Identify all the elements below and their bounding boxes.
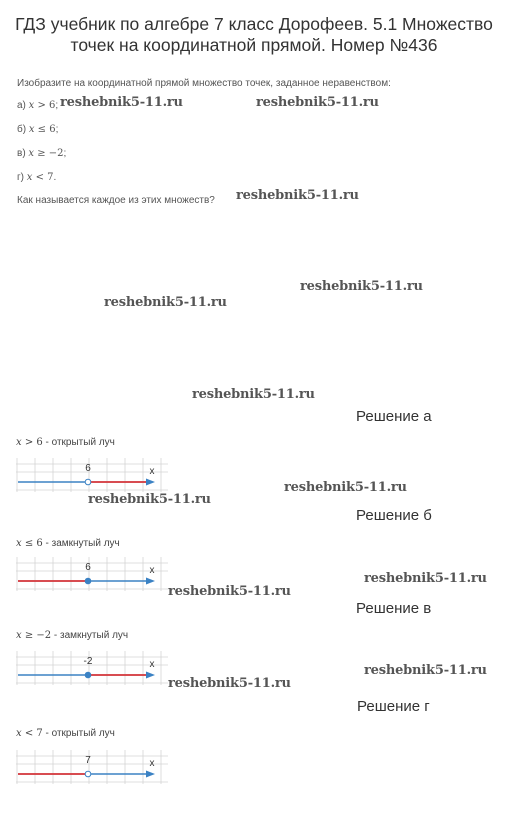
- task-item-rel: ≥ −2: [34, 148, 64, 159]
- axis-label: x: [149, 659, 155, 670]
- axis-arrowhead: [146, 771, 155, 778]
- solution-rel: < 7: [21, 728, 43, 739]
- watermark: reshebnik5-11.ru: [256, 95, 379, 110]
- solution-heading-b: Решение б: [356, 507, 432, 524]
- watermark: reshebnik5-11.ru: [284, 480, 407, 495]
- closed-point: [85, 578, 91, 584]
- number-line-v: [16, 651, 168, 685]
- watermark: reshebnik5-11.ru: [192, 387, 315, 402]
- solution-label-v: [16, 630, 128, 641]
- task-item-end: ;: [55, 100, 59, 111]
- task-item-prefix: б): [17, 124, 29, 135]
- number-line-svg: [16, 750, 168, 784]
- task-intro: Изобразите на координатной прямой множество точек, заданное неравенством:: [17, 78, 391, 89]
- watermark: reshebnik5-11.ru: [104, 295, 227, 310]
- solution-var: x: [16, 728, 22, 739]
- task-item-b: [17, 124, 58, 135]
- axis-arrowhead: [146, 672, 155, 679]
- solution-heading-g: Решение г: [357, 698, 430, 715]
- point-label: -2: [83, 656, 93, 667]
- task-item-end: ;: [63, 148, 67, 159]
- solution-desc: - открытый луч: [42, 728, 115, 739]
- solution-rel: > 6: [21, 437, 43, 448]
- axis-arrowhead: [146, 479, 155, 486]
- task-item-var: x: [28, 148, 35, 159]
- watermark: reshebnik5-11.ru: [364, 663, 487, 678]
- solution-label-g: [16, 728, 115, 739]
- page-title: [0, 14, 508, 56]
- number-line-svg: [16, 557, 168, 591]
- solution-rel: ≤ 6: [21, 538, 43, 549]
- solution-var: x: [16, 437, 22, 448]
- watermark: reshebnik5-11.ru: [60, 95, 183, 110]
- number-line-a: [16, 458, 168, 492]
- solution-desc: - замкнутый луч: [42, 538, 120, 549]
- task-item-rel: > 6: [34, 100, 56, 111]
- solution-label-b: [16, 538, 120, 549]
- task-item-end: .: [53, 172, 57, 183]
- watermark: reshebnik5-11.ru: [300, 279, 423, 294]
- task-item-end: ;: [55, 124, 59, 135]
- task-item-v: [17, 148, 66, 159]
- watermark: reshebnik5-11.ru: [168, 676, 291, 691]
- watermark: reshebnik5-11.ru: [236, 188, 359, 203]
- task-item-var: x: [28, 124, 35, 135]
- task-item-prefix: а): [17, 100, 29, 111]
- open-point: [85, 479, 91, 485]
- axis-label: x: [149, 758, 155, 769]
- title-line-2: точек на координатной прямой. Номер №436: [70, 35, 438, 55]
- task-item-var: x: [26, 172, 33, 183]
- task-question: Как называется каждое из этих множеств?: [17, 195, 215, 206]
- point-label: 6: [85, 463, 91, 474]
- solution-desc: - замкнутый луч: [51, 630, 129, 641]
- number-line-svg: [16, 651, 168, 685]
- closed-point: [85, 672, 91, 678]
- solution-var: x: [16, 630, 22, 641]
- task-item-var: x: [28, 100, 35, 111]
- task-item-prefix: г): [17, 172, 27, 183]
- solution-desc: - открытый луч: [42, 437, 115, 448]
- solution-var: x: [16, 538, 22, 549]
- axis-arrowhead: [146, 578, 155, 585]
- point-label: 7: [85, 755, 91, 766]
- solution-heading-v: Решение в: [356, 600, 432, 617]
- axis-label: x: [149, 565, 155, 576]
- axis-label: x: [149, 466, 155, 477]
- open-point: [85, 771, 91, 777]
- number-line-b: [16, 557, 168, 591]
- task-item-prefix: в): [17, 148, 29, 159]
- watermark: reshebnik5-11.ru: [88, 492, 211, 507]
- task-item-a: [17, 100, 58, 111]
- solution-label-a: [16, 437, 115, 448]
- task-item-g: [17, 172, 56, 183]
- watermark: reshebnik5-11.ru: [364, 571, 487, 586]
- solution-rel: ≥ −2: [21, 630, 52, 641]
- point-label: 6: [85, 562, 91, 573]
- title-line-1: ГДЗ учебник по алгебре 7 класс Дорофеев. 5.1 Множество: [15, 14, 493, 34]
- task-item-rel: ≤ 6: [34, 124, 56, 135]
- watermark: reshebnik5-11.ru: [168, 584, 291, 599]
- number-line-g: [16, 750, 168, 784]
- solution-heading-a: Решение а: [356, 408, 432, 425]
- task-item-rel: < 7: [32, 172, 54, 183]
- number-line-svg: [16, 458, 168, 492]
